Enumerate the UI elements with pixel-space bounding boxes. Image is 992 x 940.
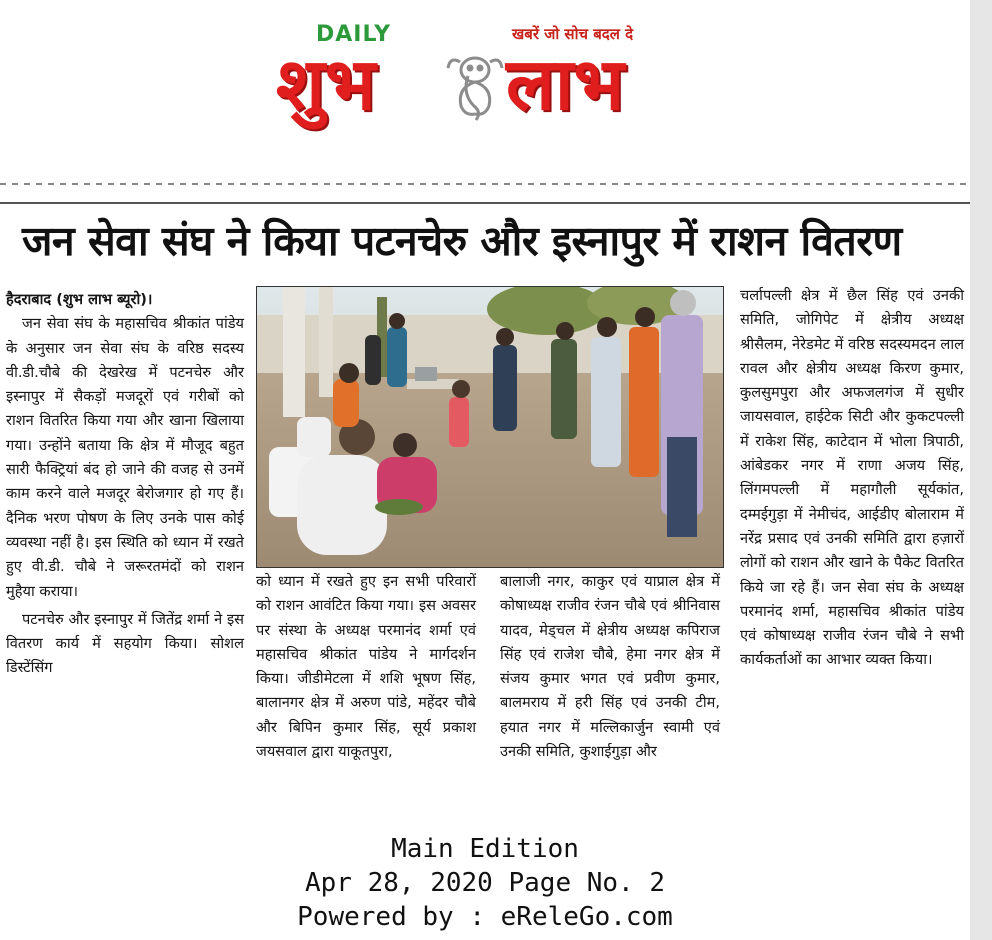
masthead-name-right: लाभ — [506, 42, 625, 126]
masthead-tagline: खबरें जो सोच बदल दे — [512, 25, 634, 43]
newspaper-masthead — [272, 14, 692, 142]
article-column-4 — [740, 284, 964, 673]
masthead-daily-label: DAILY — [316, 22, 391, 47]
ganesh-logo-icon — [440, 48, 510, 128]
edition-footer — [0, 832, 970, 934]
ration-distribution-photo — [257, 287, 723, 567]
powered-by: Powered by : eReleGo.com — [297, 902, 673, 932]
edition-name: Main Edition — [391, 834, 579, 864]
article-column-2 — [256, 570, 476, 764]
article-dateline: हैदराबाद (शुभ लाभ ब्यूरो)। — [6, 291, 153, 308]
article-photo — [256, 286, 724, 568]
masthead-name-left: शुभ — [276, 42, 376, 126]
news-clipping — [0, 180, 970, 832]
article-paragraph: चर्लापल्ली क्षेत्र में छैल सिंह एवं उनकी समिति, जोगिपेट में क्षेत्रीय अध्यक्ष श्रीसैलम, नेरेडमेट में वरिष्ठ सदस्यमदन लाल रावल और क्षेत्रीय अध्यक्ष किरण कुमार, कुलसुमपुरा और अफजलगंज में सुधीर जायसवाल, हाईटेक सिटी और कुकटपल्ली में राकेश सिंह, काटेदान में भोला त्रिपाठी, आंबेडकर नगर में राणा अजय सिंह, लिंगमपल्ली में महागौली सूर्यकांत, दम्मईगुड़ा में नेमीचंद, आईडीए बोलाराम में नरेंद्र प्रसाद एवं उनकी समिति द्वारा हज़ारों लोगों को राशन और खाने के पैकेट वितरित किये जा रहे हैं। जन सेवा संघ के अध्यक्ष परमानंद शर्मा, महासचिव श्रीकांत पांडेय एवं कोषाध्यक्ष राजीव रंजन चौबे ने सभी कार्यकर्ताओं का आभार व्यक्त किया। — [740, 287, 964, 669]
article-paragraph: पटनचेरु और इस्नापुर में जितेंद्र शर्मा ने इस वितरण कार्य में सहयोग किया। सोशल डिस्टेंसिंग — [6, 610, 244, 677]
scrollbar-track[interactable] — [970, 0, 992, 940]
headline-rule — [0, 202, 970, 204]
article-column-1 — [6, 288, 244, 681]
article-paragraph: बालाजी नगर, काकुर एवं याप्राल क्षेत्र में कोषाध्यक्ष राजीव रंजन चौबे एवं श्रीनिवास यादव, मेड्चल में क्षेत्रीय अध्यक्ष कपिराज सिंह एवं राजेश चौबे, हेमा नगर क्षेत्र में संजय कुमार भगत एवं प्रवीण कुमार, बालमराय में हरी सिंह एवं उनकी टीम, हयात नगर में मल्लिकार्जुन स्वामी एवं उनकी समिति, कुशाईगुड़ा और — [500, 573, 720, 761]
article-paragraph: को ध्यान में रखते हुए इन सभी परिवारों को राशन आवंटित किया गया। इस अवसर पर संस्था के अध्यक्ष परमानंद शर्मा एवं महासचिव श्रीकांत पांडेय ने मार्गदर्शन किया। जीडीमेटला में शशि भूषण सिंह, बालानगर क्षेत्र में अरुण पांडे, महेंदर चौबे और बिपिन कुमार सिंह, सूर्य प्रकाश जयसवाल द्वारा याकूतपुरा, — [256, 573, 476, 761]
article-paragraph: जन सेवा संघ के महासचिव श्रीकांत पांडेय के अनुसार जन सेवा संघ के वरिष्ठ सदस्य वी.डी.चौबे की देखरेख में पटनचेरु और इस्नापुर में सैकड़ों मजदूरों एवं गरीबों को राशन वितरित किया गया और खाना खिलाया गया। उन्होंने बताया कि क्षेत्र में मौजूद बहुत सारी फैक्ट्रियां बंद हो जाने की वजह से उनमें काम करने वाले मजदूर बेरोजगार हो गए हैं। दैनिक भरण पोषण के लिए उनके पास कोई व्यवस्था नहीं है। इस स्थिति को ध्यान में रखते हुए वी.डी. चौबे ने जरूरतमंदों को राशन मुहैया कराया। — [6, 315, 244, 600]
article-headline: जन सेवा संघ ने किया पटनचेरु और इस्नापुर में राशन वितरण — [22, 217, 902, 265]
article-column-3 — [500, 570, 720, 764]
edition-date-page: Apr 28, 2020 Page No. 2 — [304, 868, 666, 898]
clipping-top-edge — [0, 180, 970, 188]
